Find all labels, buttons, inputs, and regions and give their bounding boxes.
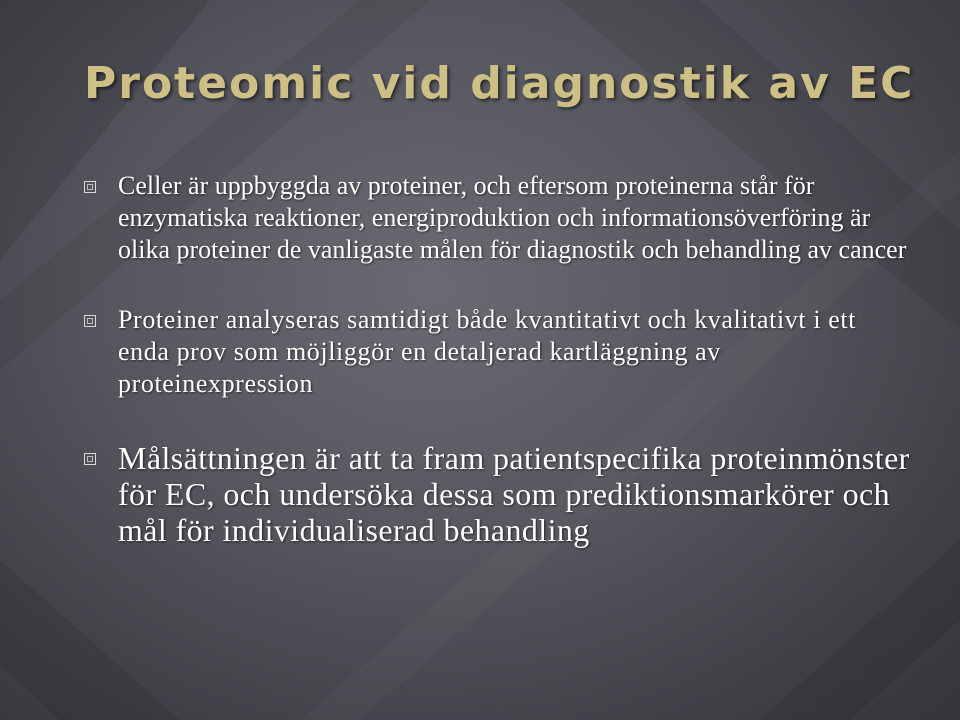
square-bullet-icon bbox=[84, 453, 96, 465]
square-bullet-icon bbox=[84, 315, 96, 327]
bullet-list bbox=[84, 170, 914, 548]
bullet-text: Proteiner analyseras samtidigt både kvantitativt och kvalitativt i ett enda prov som möjliggör en detaljerad kartläggning av proteinexpression bbox=[118, 305, 857, 398]
slide-title: Proteomic vid diagnostik av EC bbox=[84, 58, 915, 109]
bullet-item bbox=[84, 440, 914, 548]
square-bullet-icon bbox=[84, 181, 96, 193]
bullet-item bbox=[84, 170, 914, 266]
bullet-text: Målsättningen är att ta fram patientspecifika proteinmönster för EC, och undersöka dessa som prediktionsmarkörer och mål för individualiserad behandling bbox=[118, 440, 910, 548]
bullet-text: Celler är uppbyggda av proteiner, och eftersom proteinerna står för enzymatiska reaktioner, energiproduktion och informationsöverföring är olika proteiner de vanligaste målen för diagnostik och behandling av cancer bbox=[118, 171, 907, 264]
bullet-item bbox=[84, 304, 914, 400]
